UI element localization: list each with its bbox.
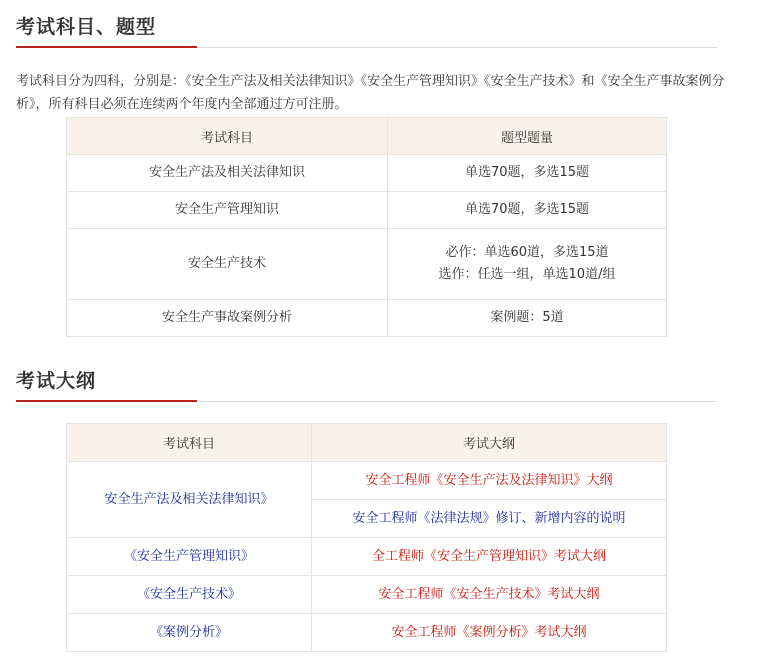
section-divider-accent (16, 46, 197, 48)
table-row (67, 538, 667, 576)
subject-link-case-analysis[interactable]: 《案例分析》 (67, 614, 312, 652)
format-cell: 单选70题，多选15题 (388, 192, 667, 229)
format-cell: 案例题：5道 (388, 300, 667, 337)
header-format: 题型题量 (388, 118, 667, 155)
section-title-exam-syllabus: 考试大纲 (16, 370, 97, 392)
header-syllabus: 考试大纲 (312, 424, 667, 462)
subject-cell: 安全生产技术 (67, 229, 388, 300)
syllabus-link-law[interactable]: 安全工程师《安全生产法及法律知识》大纲 (312, 462, 667, 500)
subject-link-management[interactable]: 《安全生产管理知识》 (67, 538, 312, 576)
syllabus-link-technology[interactable]: 安全工程师《安全生产技术》考试大纲 (312, 576, 667, 614)
table-row (67, 300, 667, 337)
table-header-row (67, 118, 667, 155)
format-line-elective: 选作：任选一组，单选10道/组 (438, 267, 616, 282)
table-row (67, 614, 667, 652)
table-row (67, 155, 667, 192)
subject-link-technology[interactable]: 《安全生产技术》 (67, 576, 312, 614)
subject-cell: 安全生产管理知识 (67, 192, 388, 229)
format-cell: 单选70题，多选15题 (388, 155, 667, 192)
table-row (67, 192, 667, 229)
subject-link-law[interactable]: 安全生产法及相关法律知识》 (67, 462, 312, 538)
section-title-exam-subjects: 考试科目、题型 (16, 16, 157, 38)
header-subject: 考试科目 (67, 424, 312, 462)
table-header-row (67, 424, 667, 462)
subject-cell: 安全生产法及相关法律知识 (67, 155, 388, 192)
section-divider-accent (16, 400, 197, 402)
header-subject: 考试科目 (67, 118, 388, 155)
syllabus-link-law-revision[interactable]: 安全工程师《法律法规》修订、新增内容的说明 (312, 500, 667, 538)
subject-cell: 安全生产事故案例分析 (67, 300, 388, 337)
intro-paragraph: 考试科目分为四科，分别是：《安全生产法及相关法律知识》《安全生产管理知识》《安全生产技术》和《安全生产事故案例分析》，所有科目必须在连续两个年度内全部通过方可注册。 (16, 74, 725, 112)
format-cell (388, 229, 667, 300)
table-row (67, 576, 667, 614)
table-row (67, 229, 667, 300)
syllabus-link-case-analysis[interactable]: 安全工程师《案例分析》考试大纲 (312, 614, 667, 652)
table-row (67, 462, 667, 500)
syllabus-table (66, 423, 667, 652)
syllabus-link-management[interactable]: 全工程师《安全生产管理知识》考试大纲 (312, 538, 667, 576)
format-line-required: 必作：单选60道，多选15道 (445, 245, 609, 260)
exam-format-table (66, 117, 667, 337)
